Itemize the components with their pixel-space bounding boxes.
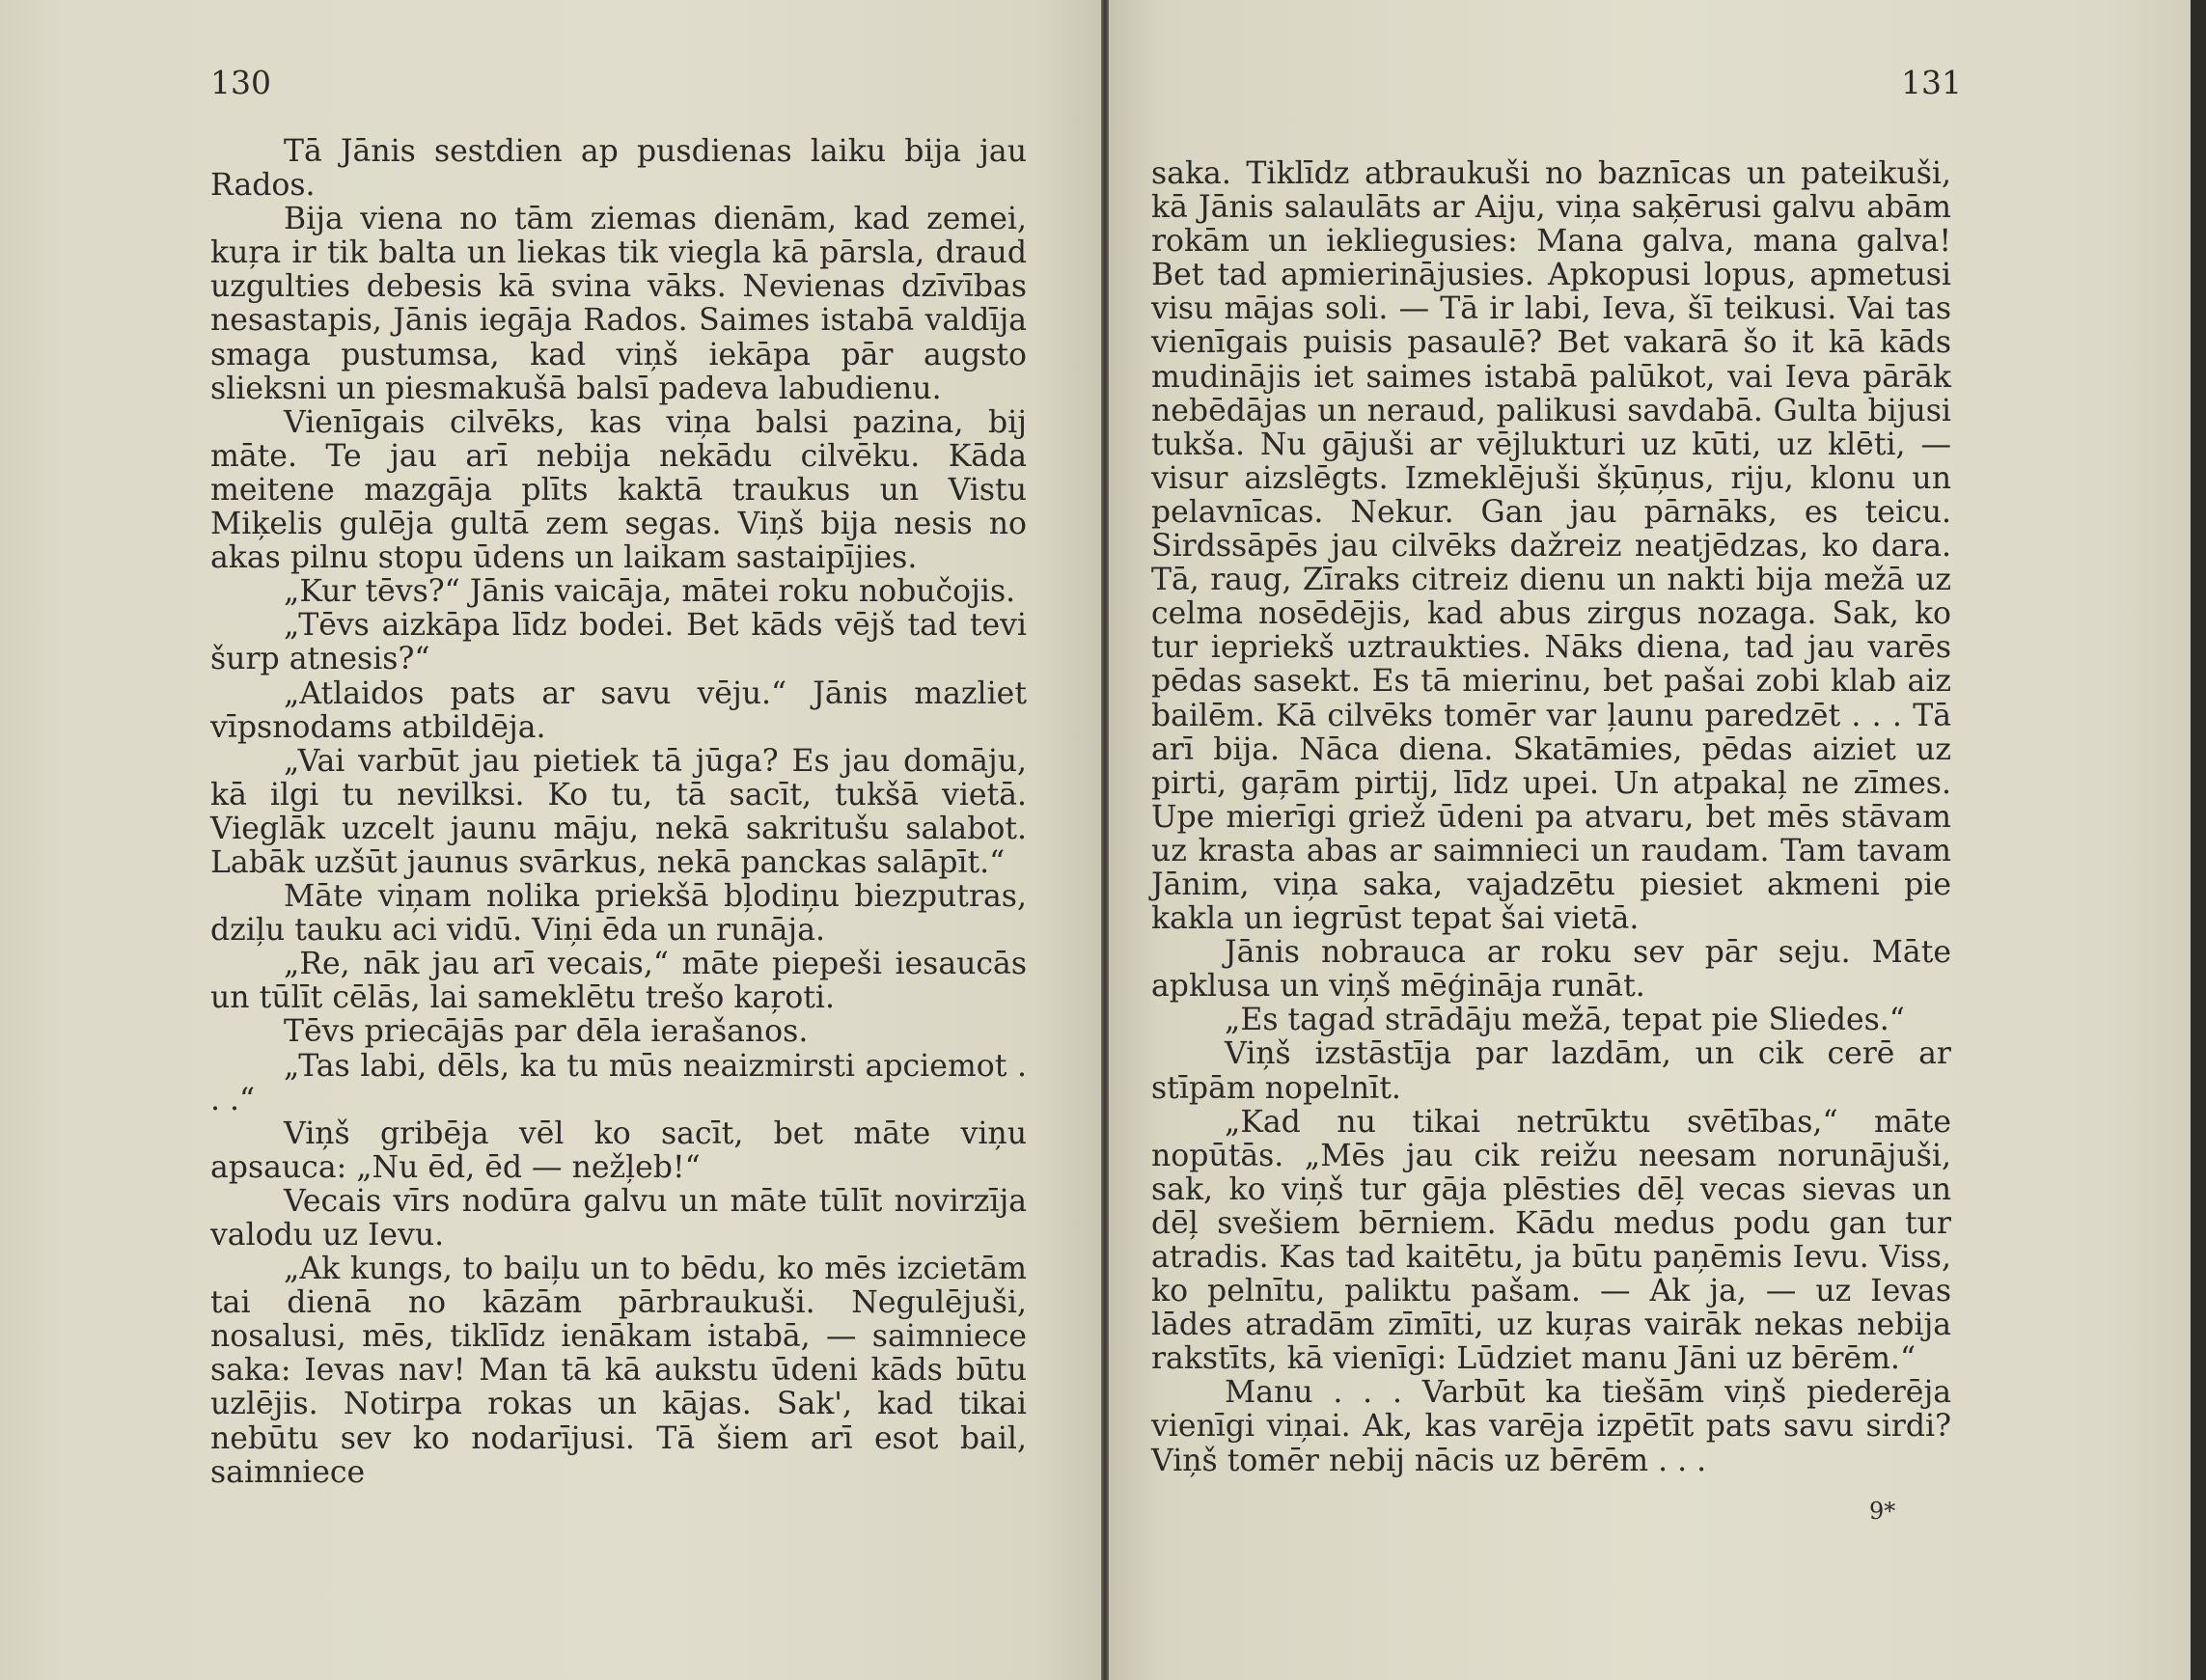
paragraph: Viņš izstāstīja par lazdām, un cik cerē ar stīpām nopelnīt. [1151,1036,1951,1106]
signature-mark: 9* [1869,1498,1896,1525]
paragraph: Tēvs priecājās par dēla ierašanos. [284,1014,809,1050]
paragraph: „Tēvs aizkāpa līdz bodei. Bet kāds vējš tad tevi šurp atnesis?“ [210,608,1027,677]
right-page-text [1151,157,1951,1478]
paragraph: Tā Jānis sestdien ap pusdienas laiku bija jau Rados. [210,134,1027,204]
page-number-left: 130 [210,64,271,101]
paragraph: „Vai varbūt jau pietiek tā jūga? Es jau domāju, kā ilgi tu nevilksi. Ko tu, tā sacīt, tukšā vietā. Vieglāk uzcelt jaunu māju, nekā sakritušu salabot. Labāk uzšūt jaunus svārkus, nekā panckas salāpīt.“ [210,743,1027,880]
paragraph: Bija viena no tām ziemas dienām, kad zemei, kuŗa ir tik balta un liekas tik viegla kā pārsla, draud uzgulties debesis kā svina vāks. Nevienas dzīvības nesastapis, Jānis iegāja Rados. Saimes istabā valdīja smaga pustumsa, kad viņš iekāpa pār augsto slieksni un piesmakušā balsī padeva labudienu. [210,202,1027,406]
page-number-right: 131 [1901,64,1962,101]
left-page-text [210,135,1027,1490]
book-gutter [1101,0,1109,1680]
left-page [0,0,1101,1680]
paragraph: Vienīgais cilvēks, kas viņa balsi pazina, bij māte. Te jau arī nebija nekādu cilvēku. Kāda meitene mazgāja plīts kaktā traukus un Vistu Miķelis gulēja gultā zem segas. Viņš bija nesis no akas pilnu stopu ūdens un laikam sastaipījies. [210,404,1027,576]
paragraph: saka. Tiklīdz atbraukuši no baznīcas un pateikuši, kā Jānis salaulāts ar Aiju, viņa saķērusi galvu abām rokām un iekliegusies: Mana galva, mana galva! Bet tad apmierinājusies. Apkopusi lopus, apmetusi visu mājas soli. — Tā ir labi, Ieva, šī teikusi. Vai tas vienīgais puisis pasaulē? Bet vakarā šo it kā kāds mudinājis iet saimes istabā palūkot, vai Ieva pārāk nebēdājas un neraud, palikusi savdabā. Gulta bijusi tukša. Nu gājuši ar vējlukturi uz kūti, uz klēti, — visur aizslēgts. Izmeklējuši šķūņus, riju, klonu un pelavnīcas. Nekur. Gan jau pārnāks, es teicu. Sirdssāpēs jau cilvēks dažreiz neatjēdzas, ko dara. Tā, raug, Zīraks citreiz dienu un nakti bija mežā uz celma nosēdējis, kad abus zirgus nozaga. Sak, ko tur iepriekš uztraukties. Nāks diena, tad jau varēs pēdas sasekt. Es tā mierinu, bet pašai zobi klab aiz bailēm. Kā cilvēks tomēr var ļaunu paredzēt . . . Tā arī bija. Nāca diena. Skatāmies, pēdas aiziet uz pirti, gaŗām pirtij, līdz upei. Un atpakaļ ne zīmes. Upe mierīgi griež ūdeni pa atvaru, bet mēs stāvam uz krasta abas ar saimnieci un raudam. Tam tavam Jānim, viņa saka, vajadzētu piesiet akmeni pie kakla un iegrūst tepat šai vietā. [1151,156,1951,937]
paragraph: Manu . . . Varbūt ka tiešām viņš piederēja vienīgi viņai. Ak, kas varēja izpētīt pats savu sirdi? Viņš tomēr nebij nācis uz bērēm . . . [1151,1375,1951,1478]
paragraph: Jānis nobrauca ar roku sev pār seju. Māte apklusa un viņš mēģināja runāt. [1151,935,1951,1005]
paragraph: „Kad nu tikai netrūktu svētības,“ māte nopūtās. „Mēs jau cik reižu neesam norunājuši, sak, ko viņš tur gāja plēsties dēļ vecas sievas un dēļ svešiem bērniem. Kādu medus podu gan tur atradis. Kas tad kaitētu, ja būtu paņēmis Ievu. Viss, ko pelnītu, paliktu pašam. — Ak ja, — uz Ievas lādes atradām zīmīti, uz kuŗas vairāk nekas nebija rakstīts, kā vienīgi: Lūdziet manu Jāni uz bērēm.“ [1151,1104,1951,1377]
paragraph: Viņš gribēja vēl ko sacīt, bet māte viņu apsauca: „Nu ēd, ēd — nežļeb!“ [210,1115,1027,1185]
paragraph: „Atlaidos pats ar savu vēju.“ Jānis mazliet vīpsnodams atbildēja. [210,675,1027,745]
paragraph: „Kur tēvs?“ Jānis vaicāja, mātei roku nobučojis. [284,574,1016,610]
paragraph: „Tas labi, dēls, ka tu mūs neaizmirsti apciemot . . .“ [210,1048,1027,1117]
paragraph: „Re, nāk jau arī vecais,“ māte piepeši iesaucās un tūlīt cēlās, lai sameklētu trešo kaŗoti. [210,947,1027,1016]
scan-edge [2191,0,2206,1680]
right-page [1109,0,2191,1680]
paragraph: „Es tagad strādāju mežā, tepat pie Sliedes.“ [1225,1003,1905,1038]
paragraph: Māte viņam nolika priekšā bļodiņu biezputras, dziļu tauku aci vidū. Viņi ēda un runāja. [210,879,1027,949]
paragraph: „Ak kungs, to baiļu un to bēdu, ko mēs izcietām tai dienā no kāzām pārbraukuši. Negulējuši, nosalusi, mēs, tiklīdz ienākam istabā, — saimniece saka: Ievas nav! Man tā kā aukstu ūdeni kāds būtu uzlējis. Notirpa rokas un kājas. Sak', kad tikai nebūtu sev ko nodarījusi. Tā šiem arī esot bail, saimniece [210,1252,1027,1490]
paragraph: Vecais vīrs nodūra galvu un māte tūlīt novirzīja valodu uz Ievu. [210,1183,1027,1253]
